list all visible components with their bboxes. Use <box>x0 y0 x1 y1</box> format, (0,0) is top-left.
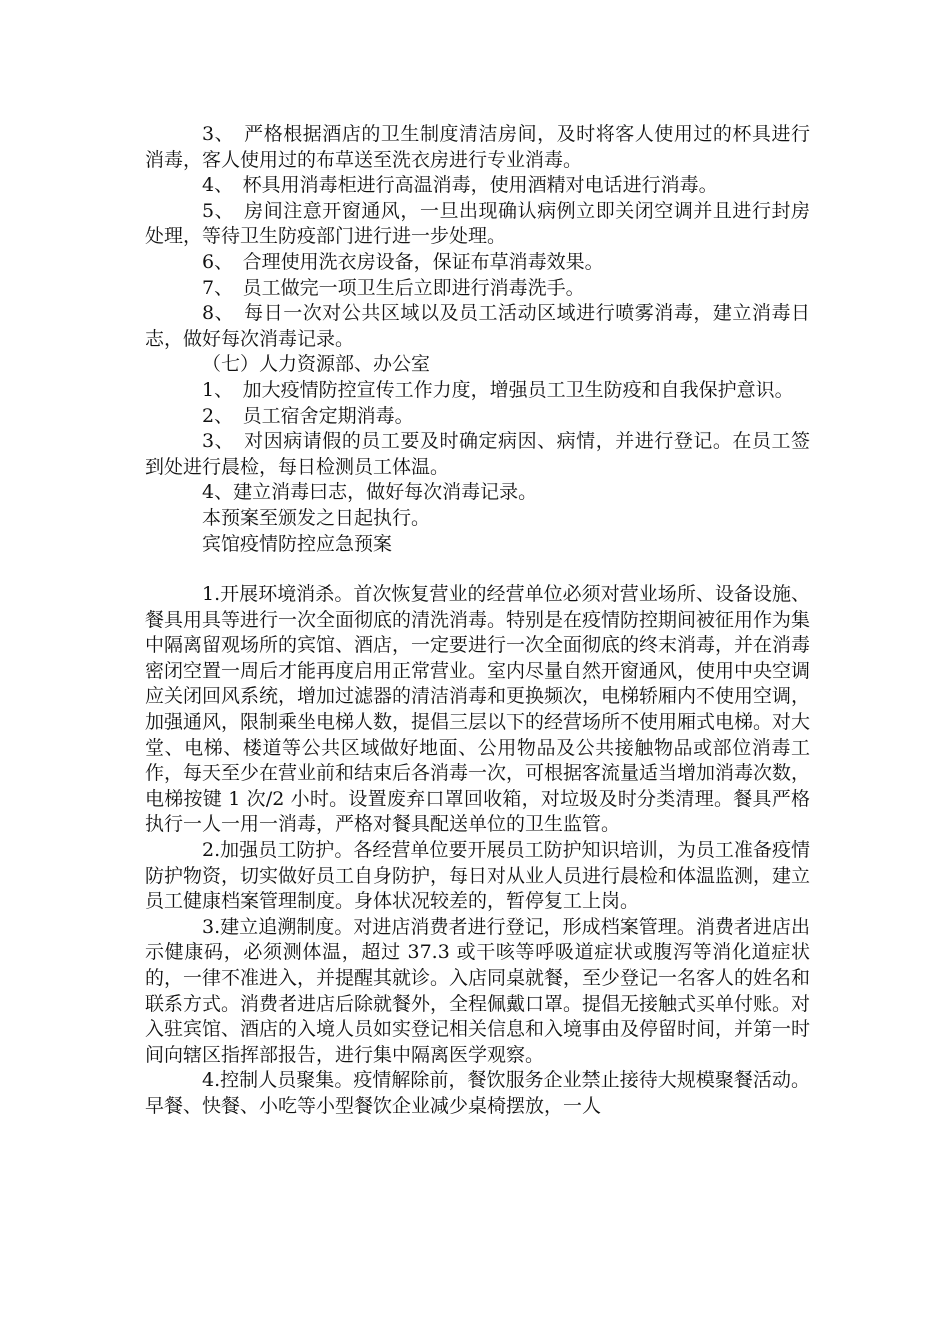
paragraph: 3.建立追溯制度。对进店消费者进行登记，形成档案管理。消费者进店出示健康码，必须测体温，超过 37.3 或干咳等呼吸道症状或腹泻等消化道症状的，一律不准进入，并提醒其就诊。入店同桌就餐，至少登记一名客人的姓名和联系方式。消费者进店后除就餐外，全程佩戴口罩。提倡无接触式买单付账。对入驻宾馆、酒店的入境人员如实登记相关信息和入境事由及停留时间，并第一时间向辖区指挥部报告，进行集中隔离医学观察。 <box>145 915 811 1066</box>
paragraph: 5、 房间注意开窗通风，一旦出现确认病例立即关闭空调并且进行封房处理，等待卫生防疫部门进行进一步处理。 <box>145 199 810 248</box>
paragraph: 4、 杯具用消毒柜进行高温消毒，使用酒精对电话进行消毒。 <box>202 174 718 197</box>
paragraph: 4、建立消毒曰志，做好每次消毒记录。 <box>202 481 538 504</box>
paragraph: 3、 对因病请假的员工要及时确定病因、病情，并进行登记。在员工签到处进行晨检，每日检测员工体温。 <box>145 430 810 478</box>
paragraph: 8、 每日一次对公共区域以及员工活动区域进行喷雾消毒，建立消毒日志，做好每次消毒记录。 <box>145 302 810 350</box>
paragraph: 2、 员工宿舍定期消毒。 <box>202 404 414 427</box>
blank-line <box>145 557 810 582</box>
paragraph: 4.控制人员聚集。疫情解除前，餐饮服务企业禁止接待大规模聚餐活动。早餐、快餐、小吃等小型餐饮企业减少桌椅摆放，一人 <box>145 1069 810 1117</box>
paragraph: 1.开展环境消杀。首次恢复营业的经营单位必须对营业场所、设备设施、餐具用具等进行一次全面彻底的清洗消毒。特别是在疫情防控期间被征用作为集中隔离留观场所的宾馆、酒店，一定要进行一次全面彻底的终末消毒，并在消毒密闭空置一周后才能再度启用正常营业。室内尽量自然开窗通风，使用中央空调应关闭回风系统，增加过滤器的清洁消毒和更换频次，电梯轿厢内不使用空调，加强通风，限制乘坐电梯人数，提倡三层以下的经营场所不使用厢式电梯。对大堂、电梯、楼道等公共区域做好地面、公用物品及公共接触物品或部位消毒工作，每天至少在营业前和结束后各消毒一次，可根据客流量适当增加消毒次数，电梯按键 1 次/2 小时。设置废弃口罩回收箱，对垃圾及时分类清理。餐具严格执行一人一用一消毒，严格对餐具配送单位的卫生监管。 <box>145 583 811 836</box>
paragraph: 本预案至颁发之日起执行。 <box>202 506 431 529</box>
paragraph: 2.加强员工防护。各经营单位要开展员工防护知识培训，为员工准备疫情防护物资，切实做好员工自身防护，每日对从业人员进行晨检和体温监测，建立员工健康档案管理制度。身体状况较差的，暂停复工上岗。 <box>145 839 811 913</box>
paragraph: 7、 员工做完一项卫生后立即进行消毒洗手。 <box>202 276 585 299</box>
paragraph: 6、 合理使用洗衣房设备，保证布草消毒效果。 <box>202 250 604 273</box>
paragraph: 1、 加大疫情防控宣传工作力度，增强员工卫生防疫和自我保护意识。 <box>202 378 794 401</box>
document-title: 宾馆疫情防控应急预案 <box>202 532 393 555</box>
section-heading: （七）人力资源部、办公室 <box>202 353 431 376</box>
document-page <box>145 122 810 1120</box>
paragraph: 3、 严格根据酒店的卫生制度清洁房间，及时将客人使用过的杯具进行消毒，客人使用过的布草送至洗衣房进行专业消毒。 <box>145 123 810 171</box>
